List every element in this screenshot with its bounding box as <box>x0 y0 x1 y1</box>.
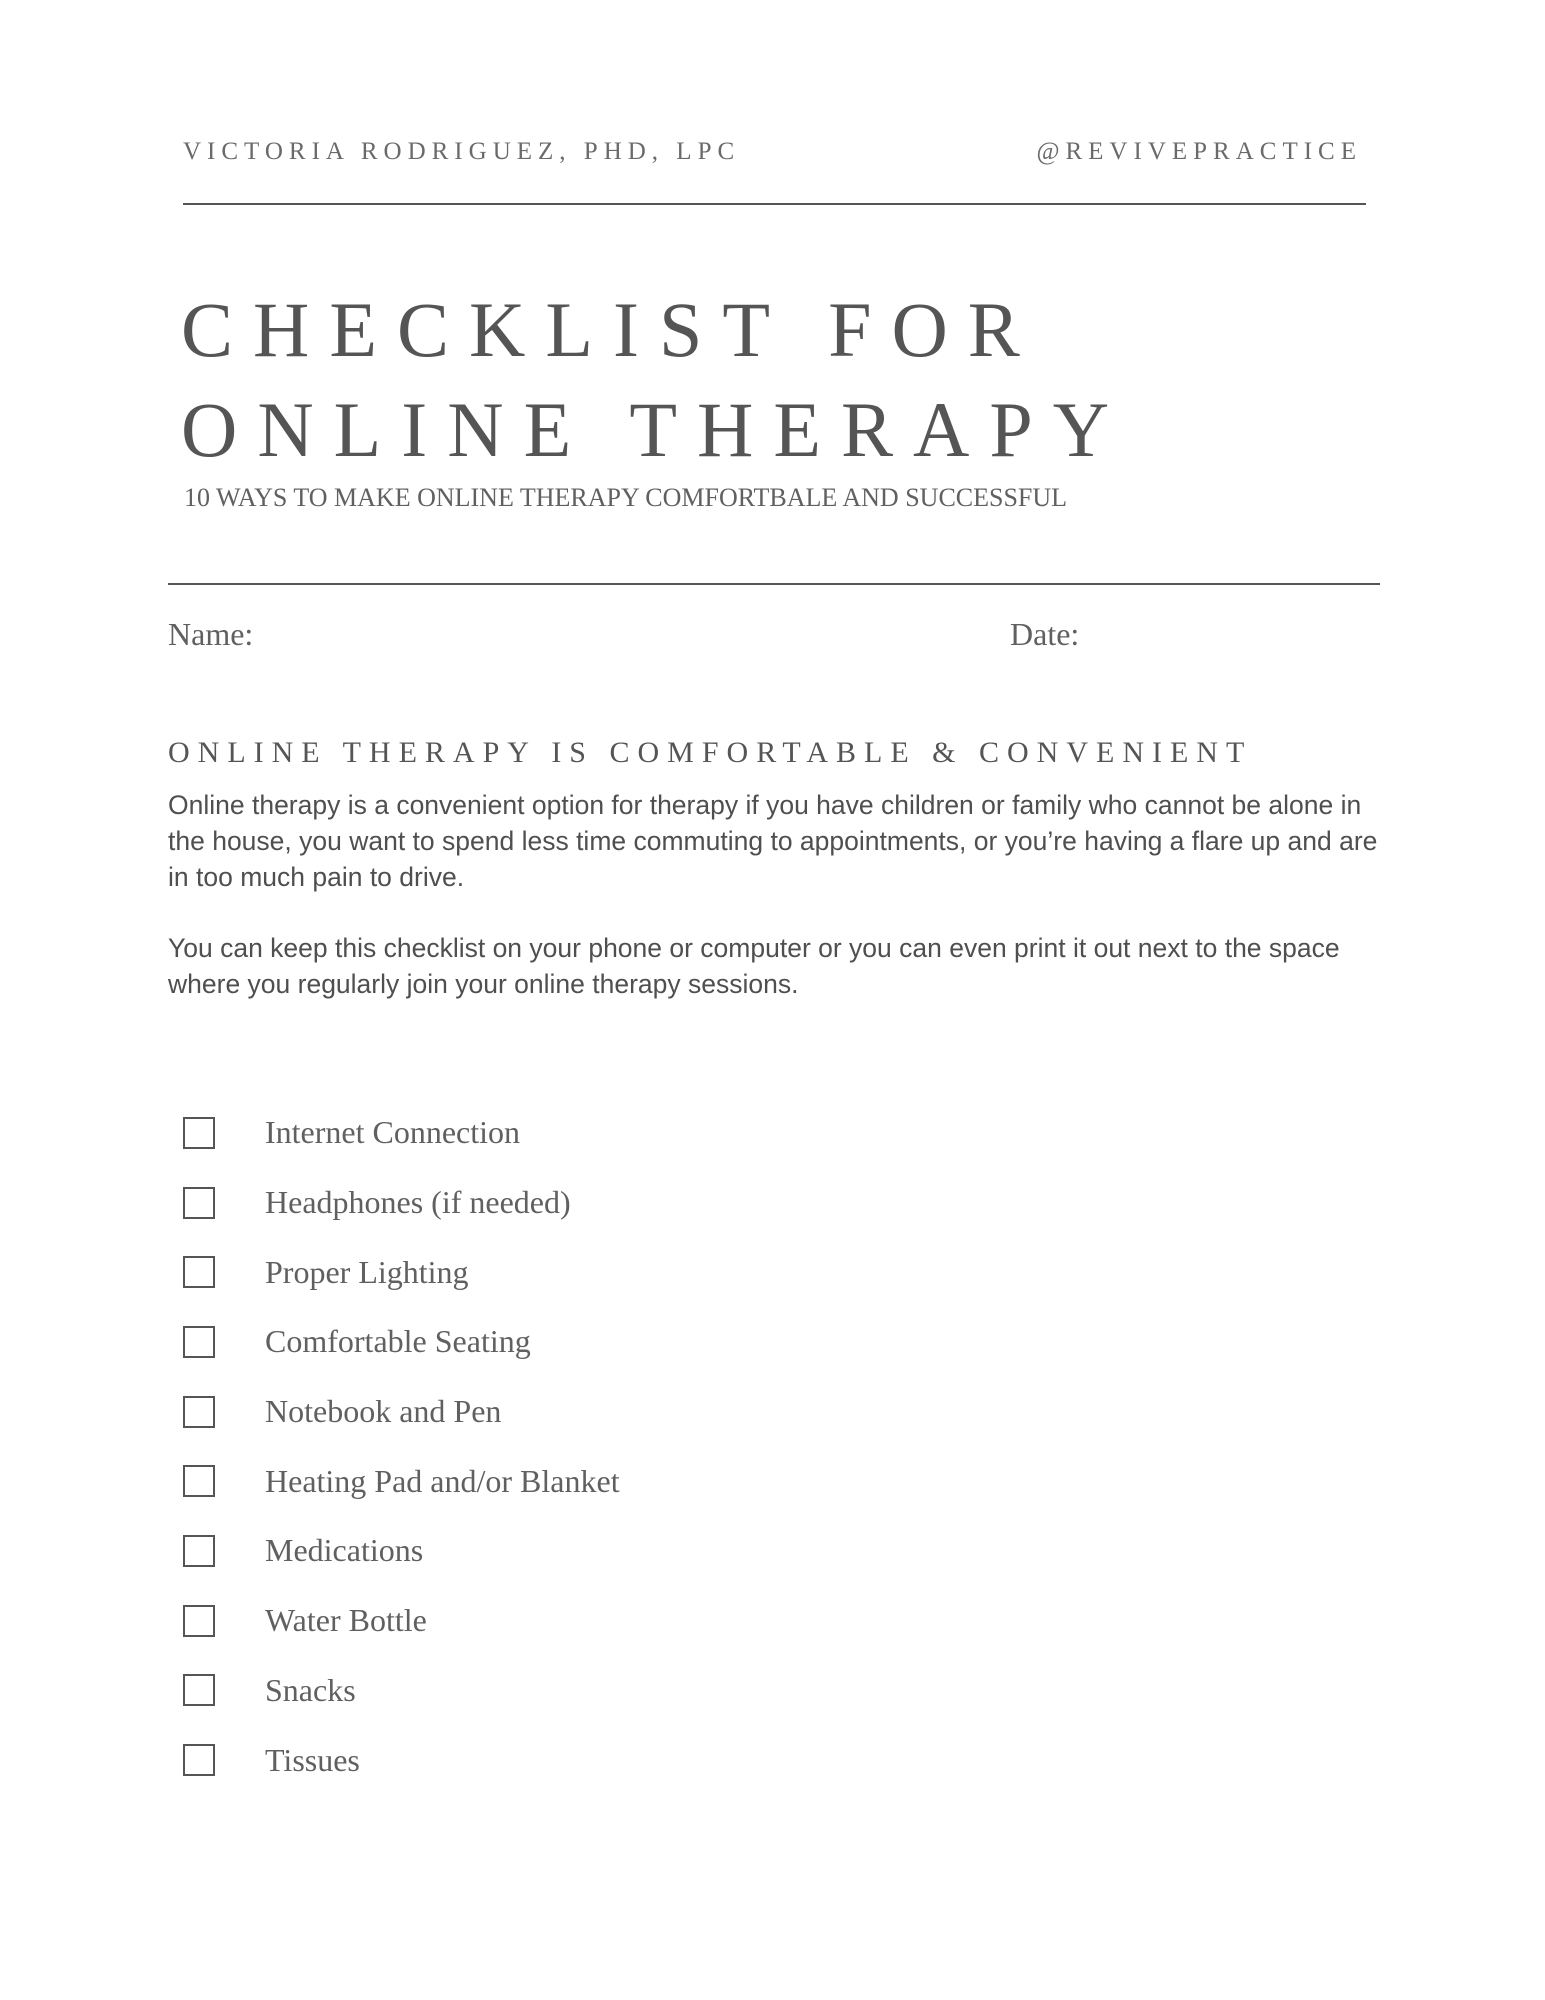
page-title-line-1: CHECKLIST FOR <box>181 286 1040 373</box>
checkbox[interactable] <box>183 1117 215 1149</box>
name-field-label: Name: <box>168 616 254 652</box>
checklist-item[interactable] <box>183 1446 620 1516</box>
checkbox[interactable] <box>183 1744 215 1776</box>
checklist-item[interactable] <box>183 1237 620 1307</box>
page-title-line-2: ONLINE THERAPY <box>181 386 1130 473</box>
checklist-item[interactable] <box>183 1168 620 1238</box>
checkbox[interactable] <box>183 1256 215 1288</box>
checklist-item[interactable] <box>183 1586 620 1656</box>
checklist-item-label: Water Bottle <box>265 1602 427 1639</box>
checkbox[interactable] <box>183 1605 215 1637</box>
checklist-item[interactable] <box>183 1656 620 1726</box>
header-handle: @REVIVEPRACTICE <box>1036 138 1362 165</box>
checkbox[interactable] <box>183 1674 215 1706</box>
checklist-item[interactable] <box>183 1307 620 1377</box>
checkbox[interactable] <box>183 1187 215 1219</box>
page-subtitle: 10 WAYS TO MAKE ONLINE THERAPY COMFORTBALE AND SUCCESSFUL <box>184 483 1068 512</box>
checklist-item-label: Heating Pad and/or Blanket <box>265 1462 620 1499</box>
checkbox[interactable] <box>183 1326 215 1358</box>
checklist-item[interactable] <box>183 1516 620 1586</box>
section-heading: ONLINE THERAPY IS COMFORTABLE & CONVENIENT <box>168 736 1253 769</box>
header-divider <box>183 203 1366 205</box>
form-divider <box>168 583 1380 585</box>
checklist <box>183 1098 620 1795</box>
checklist-item-label: Notebook and Pen <box>265 1393 502 1430</box>
checklist-item-label: Proper Lighting <box>265 1253 469 1290</box>
checkbox[interactable] <box>183 1535 215 1567</box>
page-title <box>181 280 1129 480</box>
intro-paragraph: Online therapy is a convenient option for therapy if you have children or family who cannot be alone in the house, you want to spend less time commuting to appointments, or you’re having a flare up and are in too much pain to drive. <box>168 790 1378 892</box>
checklist-item-label: Medications <box>265 1532 424 1569</box>
usage-paragraph: You can keep this checklist on your phone or computer or you can even print it out next to the space where you regularly join your online therapy sessions. <box>168 933 1340 999</box>
checkbox[interactable] <box>183 1465 215 1497</box>
checklist-item-label: Headphones (if needed) <box>265 1184 571 1221</box>
checklist-item-label: Comfortable Seating <box>265 1323 531 1360</box>
date-field-label: Date: <box>1010 616 1080 652</box>
checklist-item-label: Tissues <box>265 1741 360 1778</box>
checklist-item-label: Snacks <box>265 1671 356 1708</box>
checklist-item[interactable] <box>183 1377 620 1447</box>
checkbox[interactable] <box>183 1396 215 1428</box>
checklist-item[interactable] <box>183 1725 620 1795</box>
checklist-item-label: Internet Connection <box>265 1114 521 1151</box>
checklist-item[interactable] <box>183 1098 620 1168</box>
header-author: VICTORIA RODRIGUEZ, PHD, LPC <box>183 138 741 165</box>
